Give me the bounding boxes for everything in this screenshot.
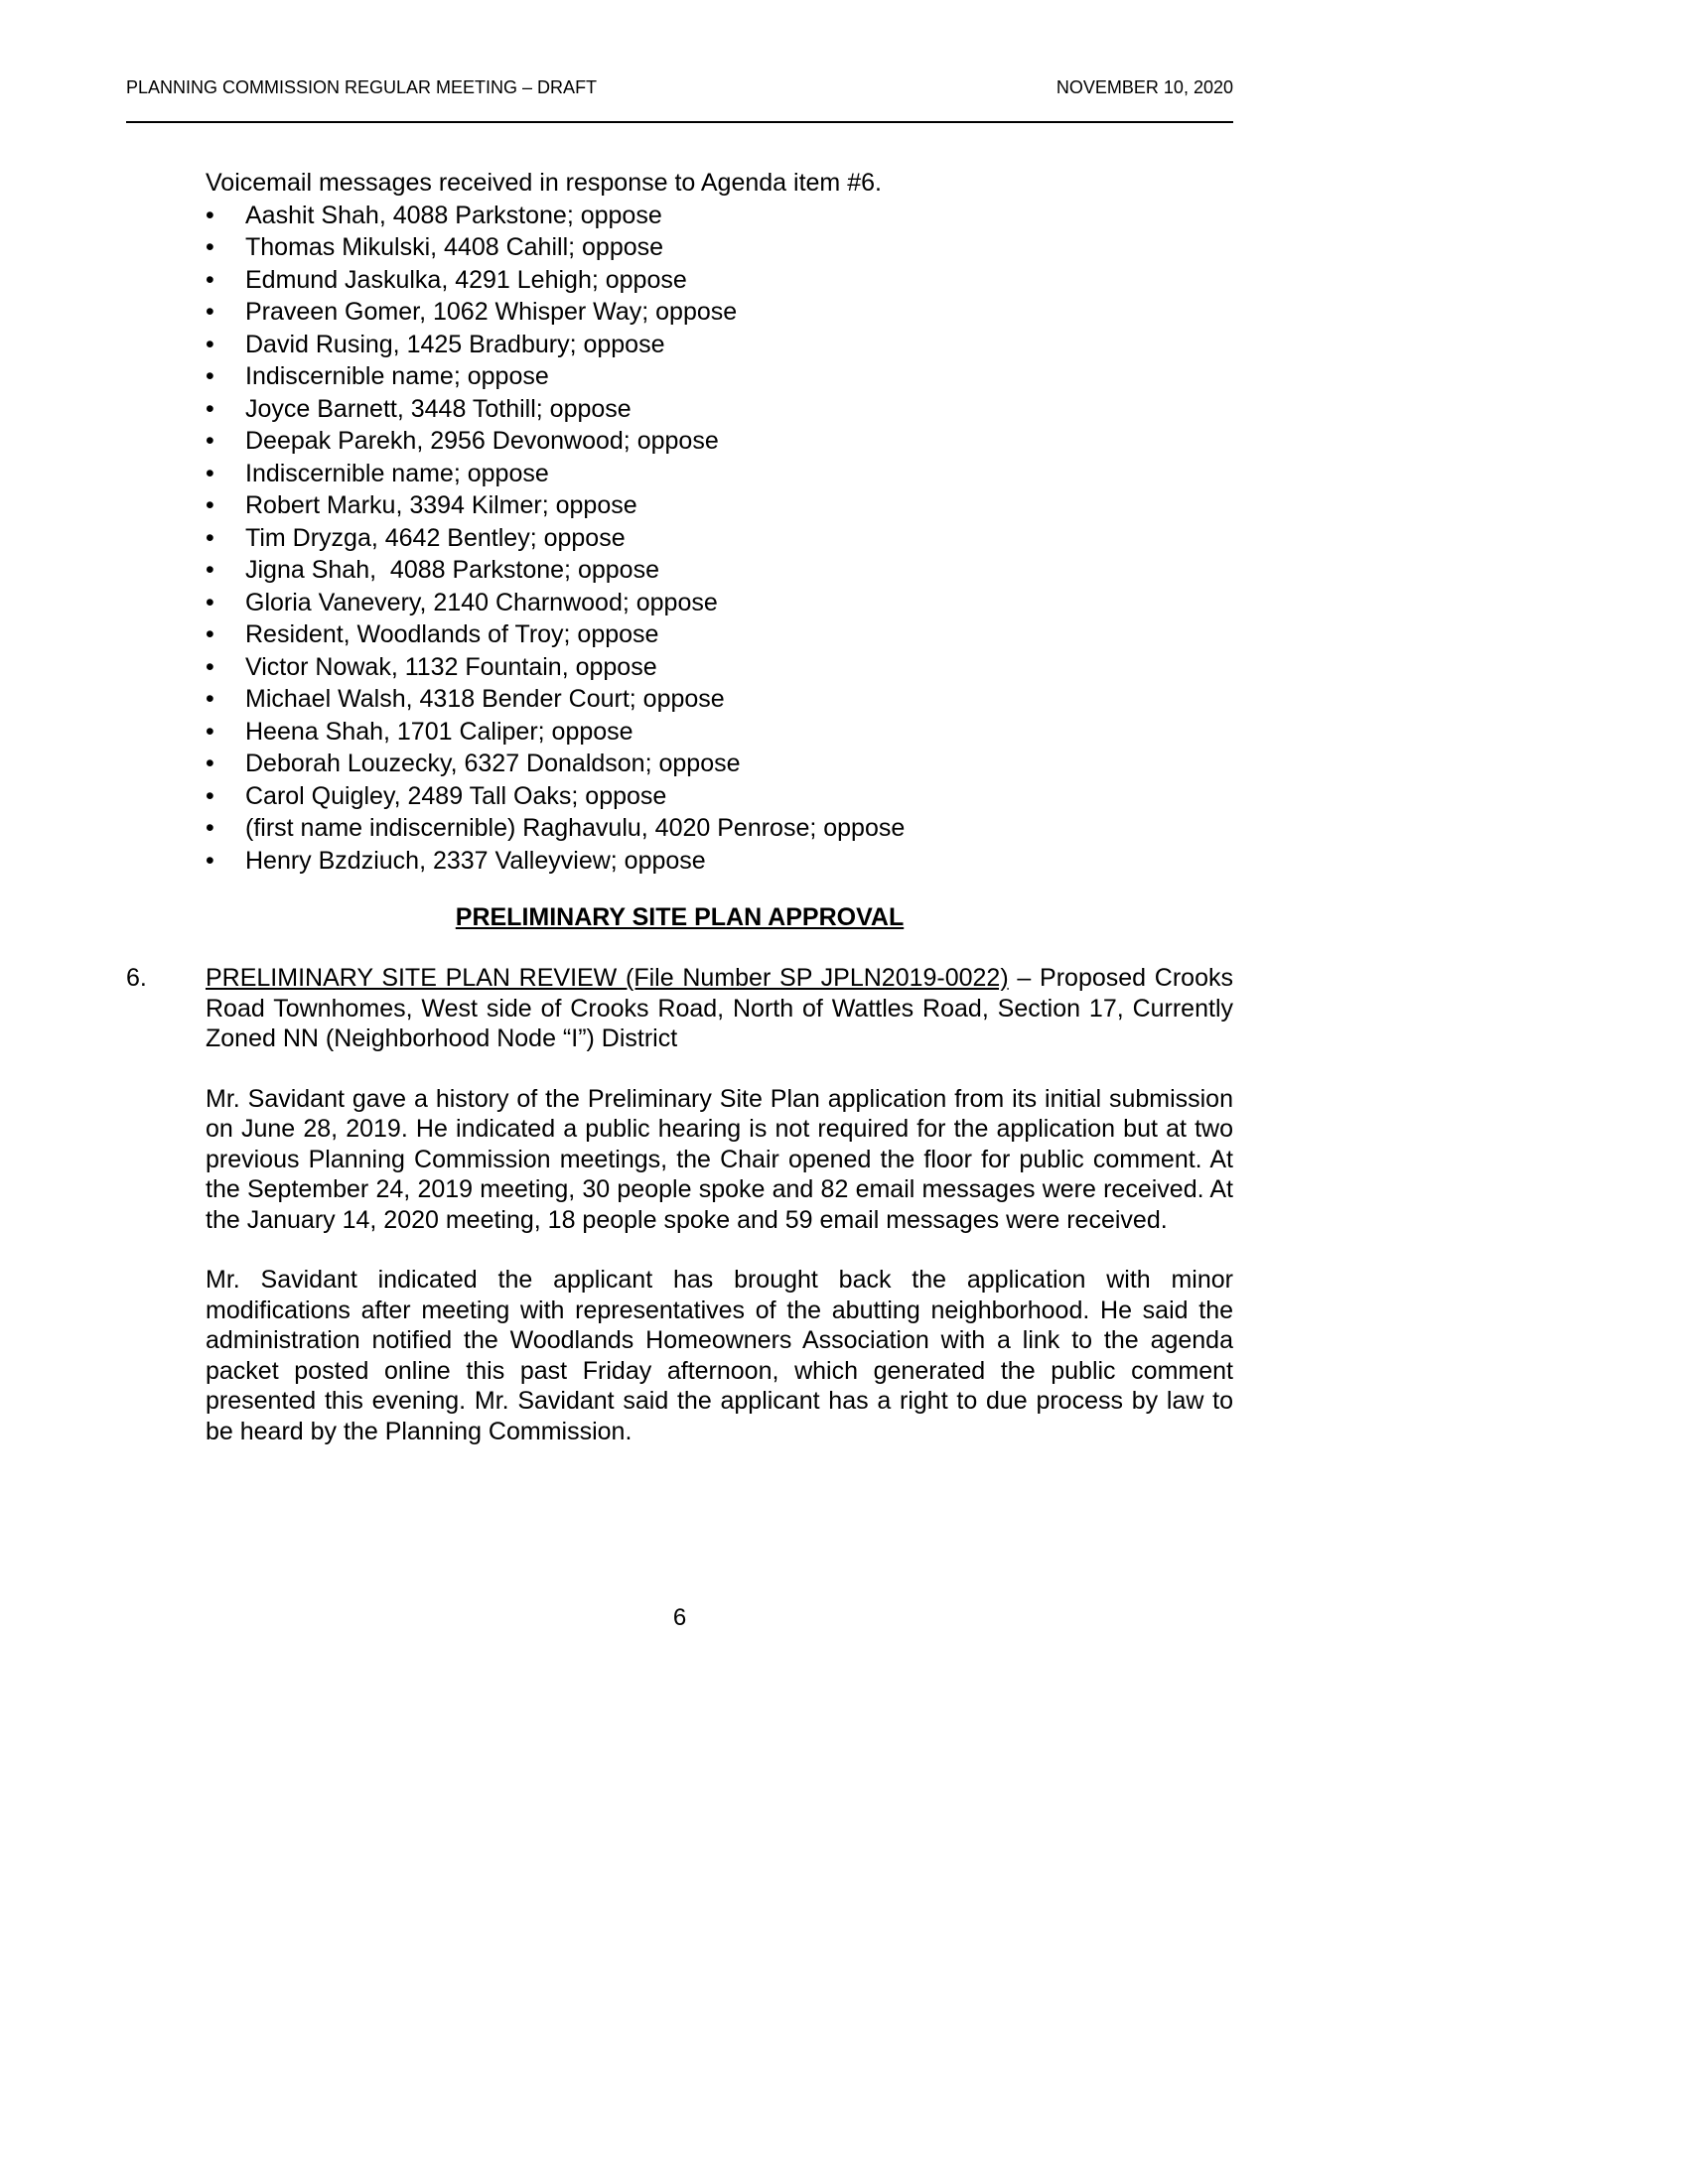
voicemail-entry-text: David Rusing, 1425 Bradbury; oppose xyxy=(245,330,665,358)
voicemail-list-item xyxy=(206,425,1233,458)
agenda-item-title xyxy=(206,963,1233,1054)
voicemail-list-item xyxy=(206,780,1233,813)
bullet-icon: • xyxy=(206,556,214,584)
voicemail-section xyxy=(206,167,1233,877)
bullet-icon: • xyxy=(206,201,214,229)
voicemail-list-item xyxy=(206,329,1233,361)
voicemail-list-item xyxy=(206,296,1233,329)
header-meeting-date: NOVEMBER 10, 2020 xyxy=(1055,77,1233,97)
voicemail-list-item xyxy=(206,264,1233,297)
voicemail-entry-text: Gloria Vanevery, 2140 Charnwood; oppose xyxy=(245,588,718,616)
agenda-item-number: 6. xyxy=(126,964,147,992)
voicemail-entry-text: Robert Marku, 3394 Kilmer; oppose xyxy=(245,491,637,519)
agenda-item-title-rest: – Proposed Crooks Road Townhomes, West side of Crooks Road, North of Wattles Road, Section 17, Currently Zoned NN (Neighborhood Node “I”) District xyxy=(206,964,1233,1052)
bullet-icon: • xyxy=(206,459,214,487)
voicemail-list-item xyxy=(206,748,1233,780)
bullet-icon: • xyxy=(206,652,214,681)
voicemail-entry-text: Tim Dryzga, 4642 Bentley; oppose xyxy=(245,523,626,552)
bullet-icon: • xyxy=(206,620,214,648)
agenda-item-title-underlined: PRELIMINARY SITE PLAN REVIEW (File Number SP JPLN2019-0022) xyxy=(206,964,1009,992)
voicemail-list-item xyxy=(206,812,1233,845)
voicemail-list-item xyxy=(206,845,1233,878)
voicemail-list-item xyxy=(206,618,1233,651)
bullet-icon: • xyxy=(206,491,214,519)
agenda-item-body xyxy=(206,963,1233,1446)
voicemail-entry-text: Carol Quigley, 2489 Tall Oaks; oppose xyxy=(245,781,667,810)
voicemail-entry-text: Victor Nowak, 1132 Fountain, oppose xyxy=(245,652,657,681)
voicemail-list-item xyxy=(206,522,1233,555)
voicemail-list-item xyxy=(206,716,1233,749)
voicemail-entry-text: Heena Shah, 1701 Caliper; oppose xyxy=(245,717,633,746)
bullet-icon: • xyxy=(206,523,214,552)
voicemail-list-item xyxy=(206,587,1233,619)
bullet-icon: • xyxy=(206,588,214,616)
voicemail-list xyxy=(206,200,1233,878)
agenda-item-paragraph: Mr. Savidant gave a history of the Preliminary Site Plan application from its initial submission on June 28, 2019. He indicated a public hearing is not required for the application but at two previous Planning Commission meetings, the Chair opened the floor for public comment. At the September 24, 2019 meeting, 30 people spoke and 82 email messages were received. At the January 14, 2020 meeting, 18 people spoke and 59 email messages were received. xyxy=(206,1084,1233,1234)
voicemail-entry-text: Deborah Louzecky, 6327 Donaldson; oppose xyxy=(245,750,741,777)
voicemail-list-item xyxy=(206,200,1233,232)
bullet-icon: • xyxy=(206,233,214,261)
voicemail-entry-text: Thomas Mikulski, 4408 Cahill; oppose xyxy=(245,233,664,261)
voicemail-entry-text: Praveen Gomer, 1062 Whisper Way; oppose xyxy=(245,298,738,326)
voicemail-list-item xyxy=(206,393,1233,426)
voicemail-entry-text: Indiscernible name; oppose xyxy=(245,459,549,487)
page-header xyxy=(126,77,1233,123)
bullet-icon: • xyxy=(206,362,214,390)
bullet-icon: • xyxy=(206,330,214,358)
voicemail-entry-text: (first name indiscernible) Raghavulu, 4020 Penrose; oppose xyxy=(245,814,906,842)
voicemail-list-item xyxy=(206,458,1233,490)
bullet-icon: • xyxy=(206,685,214,713)
voicemail-list-item xyxy=(206,360,1233,393)
voicemail-entry-text: Michael Walsh, 4318 Bender Court; oppose xyxy=(245,685,725,713)
bullet-icon: • xyxy=(206,814,214,842)
section-heading: PRELIMINARY SITE PLAN APPROVAL xyxy=(455,903,905,931)
voicemail-list-item xyxy=(206,683,1233,716)
bullet-icon: • xyxy=(206,394,214,423)
voicemail-entry-text: Henry Bzdziuch, 2337 Valleyview; oppose xyxy=(245,846,706,875)
bullet-icon: • xyxy=(206,298,214,326)
bullet-icon: • xyxy=(206,265,214,294)
voicemail-entry-text: Jigna Shah, 4088 Parkstone; oppose xyxy=(245,556,659,584)
bullet-icon: • xyxy=(206,846,214,875)
voicemail-entry-text: Aashit Shah, 4088 Parkstone; oppose xyxy=(245,201,662,229)
bullet-icon: • xyxy=(206,717,214,746)
voicemail-entry-text: Deepak Parekh, 2956 Devonwood; oppose xyxy=(245,427,719,455)
voicemail-entry-text: Indiscernible name; oppose xyxy=(245,362,549,390)
header-meeting-title: PLANNING COMMISSION REGULAR MEETING – DRAFT xyxy=(126,77,598,97)
agenda-item xyxy=(126,963,1233,1476)
voicemail-entry-text: Joyce Barnett, 3448 Tothill; oppose xyxy=(245,394,632,423)
page-number: 6 xyxy=(672,1604,687,1631)
voicemail-list-item xyxy=(206,554,1233,587)
bullet-icon: • xyxy=(206,750,214,777)
voicemail-intro: Voicemail messages received in response to Agenda item #6. xyxy=(206,169,882,197)
bullet-icon: • xyxy=(206,427,214,455)
voicemail-list-item xyxy=(206,651,1233,684)
voicemail-list-item xyxy=(206,489,1233,522)
voicemail-entry-text: Edmund Jaskulka, 4291 Lehigh; oppose xyxy=(245,265,687,294)
voicemail-entry-text: Resident, Woodlands of Troy; oppose xyxy=(245,620,659,648)
agenda-item-paragraph: Mr. Savidant indicated the applicant has brought back the application with minor modifications after meeting with representatives of the abutting neighborhood. He said the administration notified the Woodlands Homeowners Association with a link to the agenda packet posted online this past Friday afternoon, which generated the public comment presented this evening. Mr. Savidant said the applicant has a right to due process by law to be heard by the Planning Commission. xyxy=(206,1266,1233,1445)
bullet-icon: • xyxy=(206,781,214,810)
voicemail-list-item xyxy=(206,231,1233,264)
